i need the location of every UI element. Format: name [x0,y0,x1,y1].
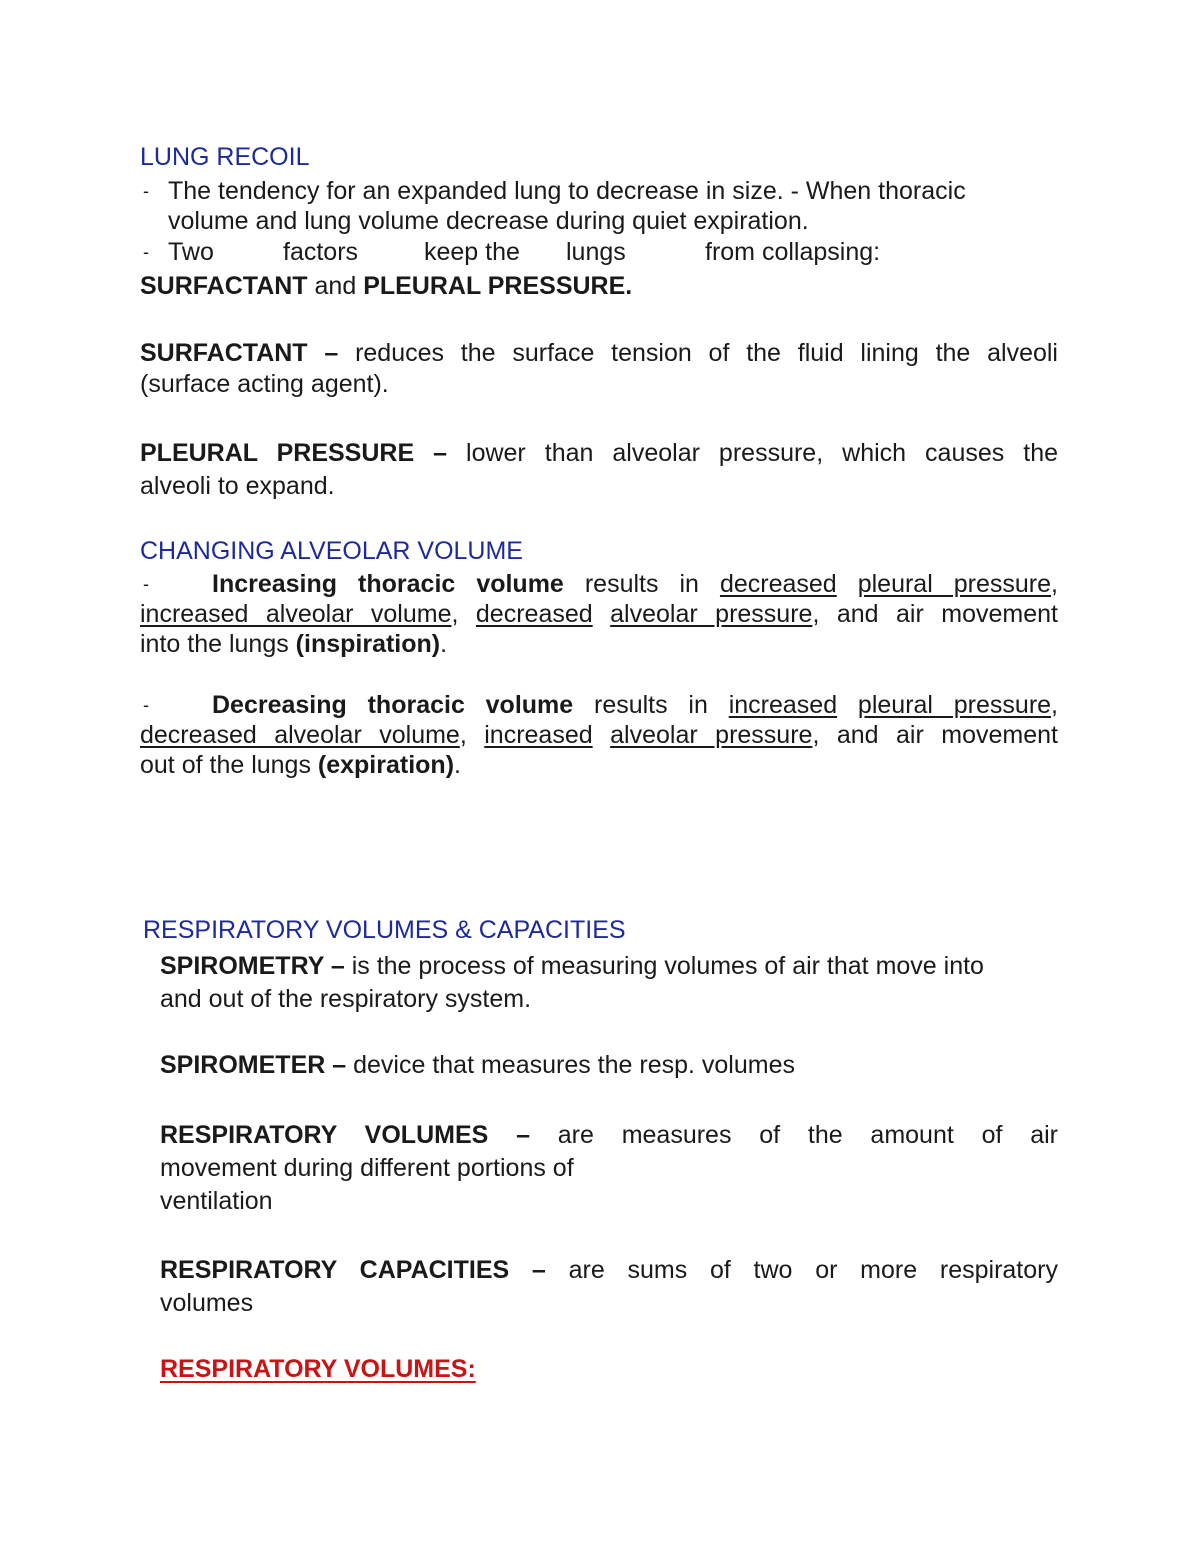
respiratory-volumes-definition: RESPIRATORY VOLUMES – are measures of the amount of air movement during different portions of ventilation [160,1121,1058,1215]
changing-alveolar-volume-heading: CHANGING ALVEOLAR VOLUME [140,537,523,565]
lung-recoil-bullet1-line1: The tendency for an expanded lung to decrease in size. - When thoracic [168,177,966,205]
respiratory-volumes-subheading: RESPIRATORY VOLUMES: [160,1355,476,1383]
lung-recoil-bullet2-word: Two [168,238,214,266]
surfactant-definition: SURFACTANT – reduces the surface tension of the fluid lining the alveoli (surface acting agent). [140,339,1058,398]
lung-recoil-bullet2-word: lungs [566,238,626,266]
lung-recoil-factors: SURFACTANT and PLEURAL PRESSURE. [140,272,633,300]
lung-recoil-bullet2-word: keep the [424,238,520,266]
respiratory-volumes-capacities-heading: RESPIRATORY VOLUMES & CAPACITIES [143,916,626,944]
lung-recoil-bullet2-word: factors [283,238,359,266]
spirometer-definition: SPIROMETER – device that measures the resp. volumes [160,1051,795,1079]
lung-recoil-heading: LUNG RECOIL [140,143,310,171]
spirometry-definition: SPIROMETRY – is the process of measuring volumes of air that move into and out of the respiratory system. [160,952,984,1013]
bullet-dash: - [143,695,149,715]
increasing-volume-paragraph: Increasing thoracic volume results in decreased pleural pressure, increased alveolar volume, decreased alveolar pressure, and air movement into the lungs (inspiration). [140,570,1058,658]
lung-recoil-bullet2-word: from collapsing: [705,238,881,266]
bullet-dash: - [143,181,149,201]
bullet-dash: - [143,574,149,594]
pleural-pressure-definition: PLEURAL PRESSURE – lower than alveolar pressure, which causes the alveoli to expand. [140,439,1058,500]
decreasing-volume-paragraph: Decreasing thoracic volume results in increased pleural pressure, decreased alveolar volume, increased alveolar pressure, and air movement out of the lungs (expiration). [140,691,1058,779]
lung-recoil-bullet1-line2: volume and lung volume decrease during quiet expiration. [168,207,809,235]
respiratory-capacities-definition: RESPIRATORY CAPACITIES – are sums of two or more respiratory volumes [160,1256,1058,1317]
bullet-dash: - [143,242,149,262]
